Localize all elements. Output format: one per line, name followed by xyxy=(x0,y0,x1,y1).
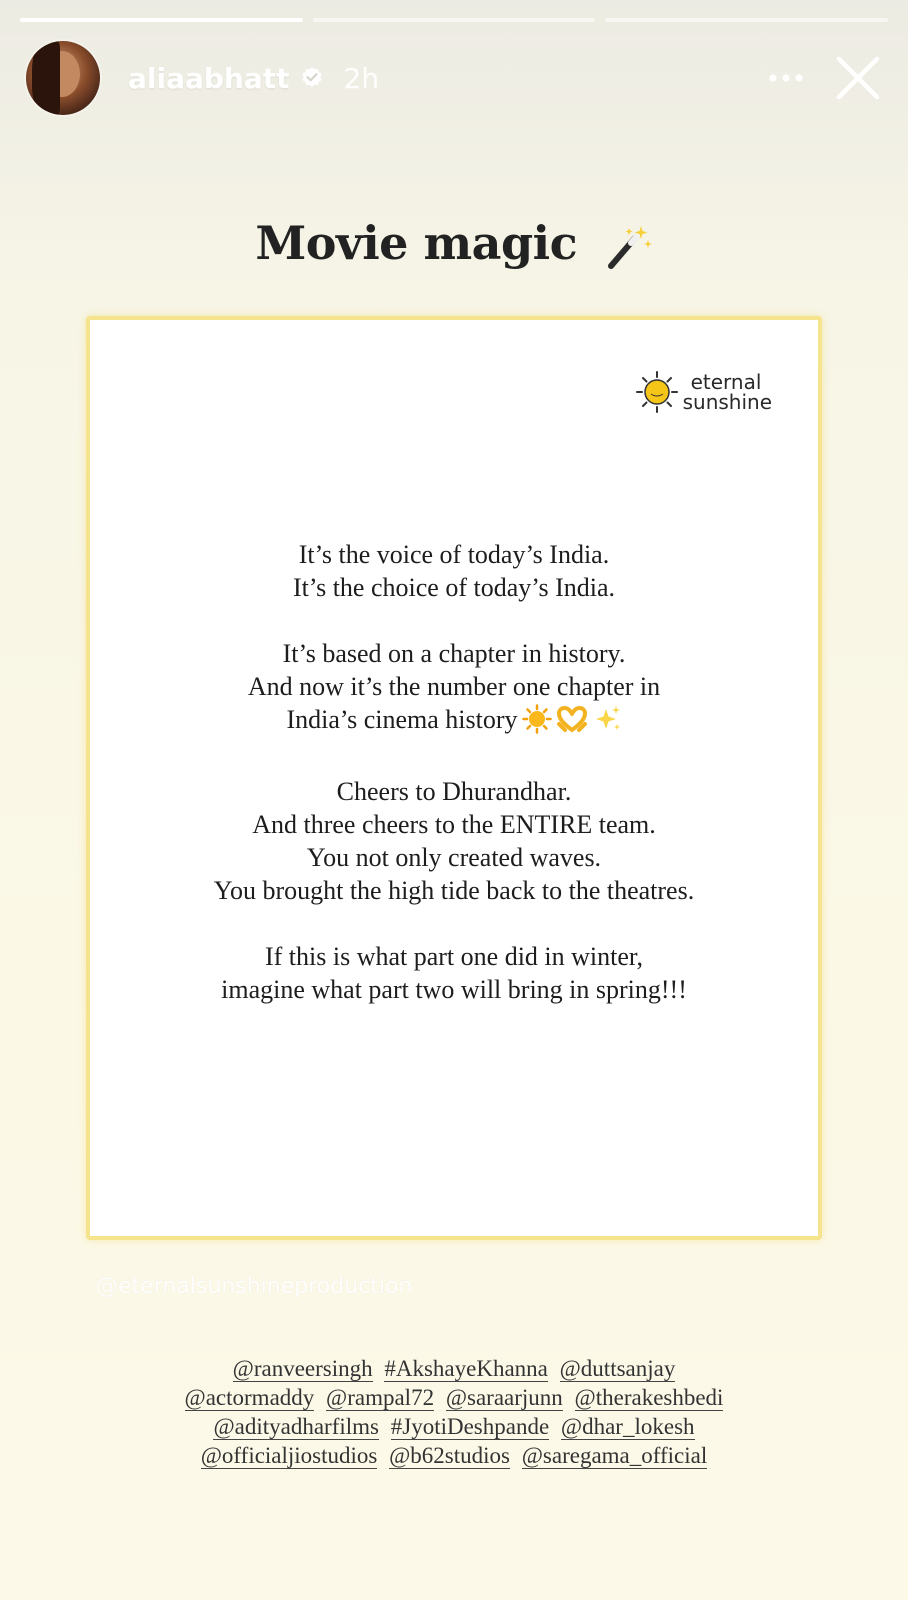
text-line: imagine what part two will bring in spring!!! xyxy=(221,975,687,1004)
story-progress-segment xyxy=(20,18,303,22)
sun-logo-icon xyxy=(635,370,679,414)
text-line: India’s cinema history xyxy=(286,705,518,734)
text-line: It’s the voice of today’s India. xyxy=(298,540,610,569)
more-options-icon[interactable] xyxy=(766,58,806,98)
text-line: Cheers to Dhurandhar. xyxy=(336,777,572,806)
story-title-text: Movie magic xyxy=(255,216,578,270)
mention-tag[interactable]: @ranveersingh xyxy=(232,1356,373,1381)
brand-line-2: sunshine xyxy=(682,390,772,414)
story-title xyxy=(0,216,908,272)
card-text xyxy=(90,538,818,1039)
text-line: It’s based on a chapter in history. xyxy=(282,639,626,668)
avatar[interactable] xyxy=(26,41,100,115)
text-line: You brought the high tide back to the theatres. xyxy=(213,876,695,905)
mention-tag[interactable]: @therakeshbedi xyxy=(574,1385,724,1410)
mention-tags xyxy=(0,1354,908,1470)
source-watermark: @eternalsunshineproduction xyxy=(96,1274,413,1299)
story-progress-segment xyxy=(605,18,888,22)
story-header xyxy=(26,40,882,116)
hashtag[interactable]: #AkshayeKhanna xyxy=(384,1356,548,1381)
tag-line xyxy=(0,1441,908,1470)
mention-tag[interactable]: @b62studios xyxy=(389,1443,510,1468)
text-line: And three cheers to the ENTIRE team. xyxy=(252,810,656,839)
mention-tag[interactable]: @saregama_official xyxy=(521,1443,708,1468)
sun-emoji-icon xyxy=(522,704,552,742)
mention-tag[interactable]: @dhar_lokesh xyxy=(560,1414,695,1439)
mention-tag[interactable]: @adityadharfilms xyxy=(213,1414,379,1439)
story-progress-segment xyxy=(313,18,596,22)
paragraph-4 xyxy=(90,940,818,1006)
username[interactable]: aliaabhatt xyxy=(128,61,290,95)
story-progress-fill xyxy=(20,18,303,22)
close-icon[interactable] xyxy=(834,54,882,102)
mention-tag[interactable]: @officialjiostudios xyxy=(200,1443,378,1468)
tag-line xyxy=(0,1354,908,1383)
tag-line xyxy=(0,1412,908,1441)
paragraph-3 xyxy=(90,775,818,907)
brand-line-1: eternal xyxy=(690,370,762,394)
text-line: If this is what part one did in winter, xyxy=(264,942,644,971)
quote-card xyxy=(86,316,822,1240)
story-timestamp: 2h xyxy=(343,61,380,95)
mention-tag[interactable]: @rampal72 xyxy=(326,1385,435,1410)
text-line-with-emojis xyxy=(90,703,818,742)
mention-tag[interactable]: @actormaddy xyxy=(184,1385,315,1410)
paragraph-2 xyxy=(90,637,818,742)
heart-hands-emoji-icon xyxy=(556,704,588,742)
text-line: You not only created waves. xyxy=(306,843,602,872)
paragraph-1 xyxy=(90,538,818,604)
tag-line xyxy=(0,1383,908,1412)
magic-wand-icon xyxy=(603,222,653,272)
mention-tag[interactable]: @saraarjunn xyxy=(445,1385,563,1410)
brand-name xyxy=(683,372,772,412)
hashtag[interactable]: #JyotiDeshpande xyxy=(390,1414,550,1439)
text-line: It’s the choice of today’s India. xyxy=(292,573,616,602)
text-line: And now it’s the number one chapter in xyxy=(247,672,661,701)
verified-badge-icon xyxy=(300,66,324,90)
sparkles-emoji-icon xyxy=(592,704,622,742)
story-progress-bars xyxy=(20,18,888,22)
eternal-sunshine-logo xyxy=(635,370,772,414)
mention-tag[interactable]: @duttsanjay xyxy=(559,1356,676,1381)
